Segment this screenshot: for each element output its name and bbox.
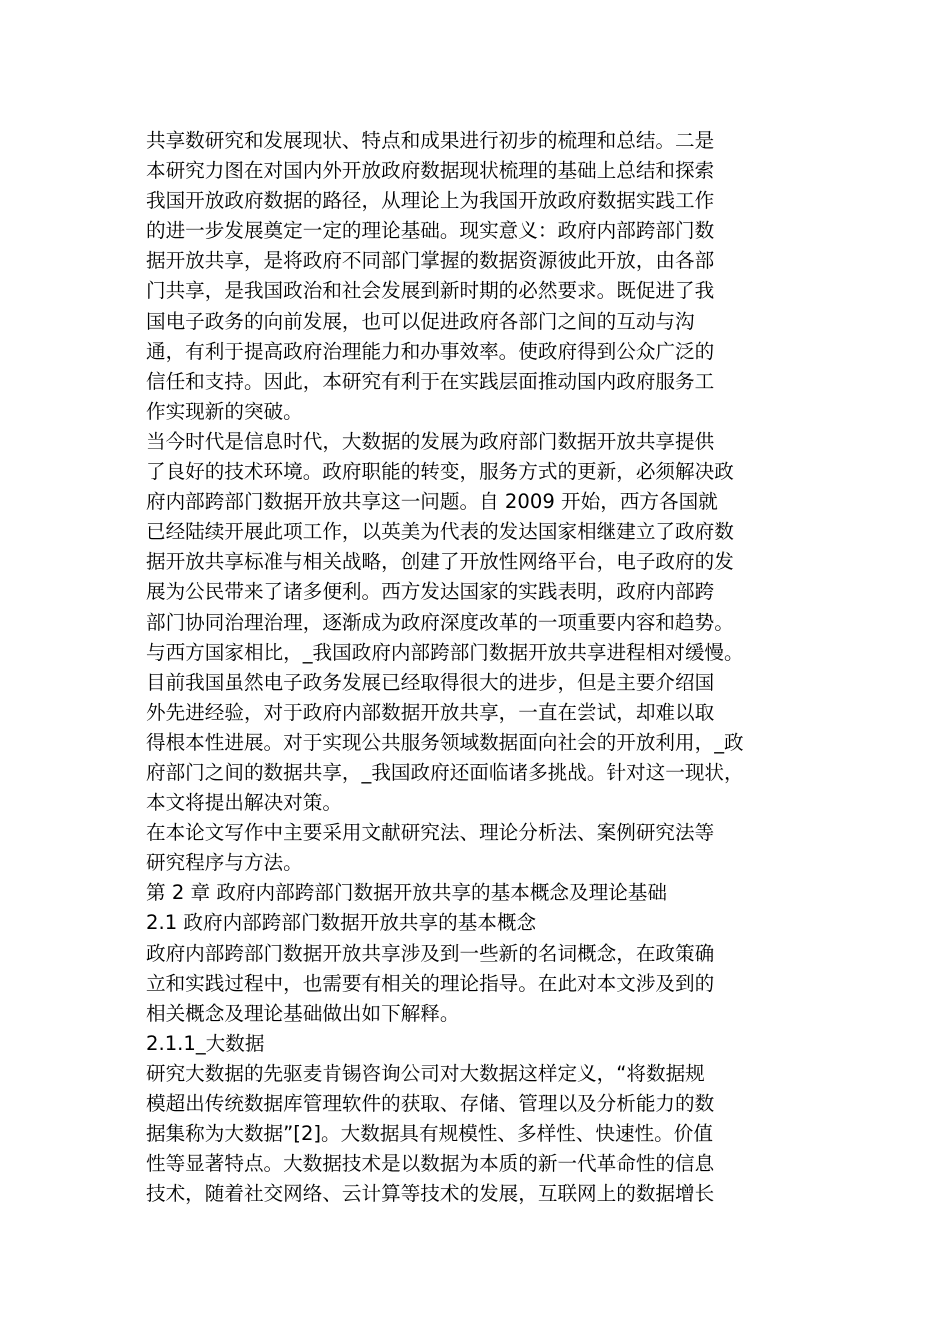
text-line: 当今时代是信息时代，大数据的发展为政府部门数据开放共享提供 [146, 429, 715, 453]
text-line: 与西方国家相比，_我国政府内部跨部门数据开放共享进程相对缓慢。 [146, 640, 744, 664]
text-line: 据开放共享，是将政府不同部门掌握的数据资源彼此开放，由各部 [146, 249, 715, 273]
text-line: 府内部跨部门数据开放共享这一问题。自 2009 开始，西方各国就 [146, 490, 718, 514]
text-line: 门共享，是我国政治和社会发展到新时期的必然要求。既促进了我 [146, 279, 715, 303]
text-line: 外先进经验，对于政府内部数据开放共享，一直在尝试，却难以取 [146, 700, 715, 724]
text-line: 2.1.1_大数据 [146, 1031, 265, 1055]
text-line: 国电子政务的向前发展，也可以促进政府各部门之间的互动与沟 [146, 309, 695, 333]
text-line: 通，有利于提高政府治理能力和办事效率。使政府得到公众广泛的 [146, 339, 715, 363]
text-line: 府部门之间的数据共享，_我国政府还面临诸多挑战。针对这一现状， [146, 760, 744, 784]
text-line: 本文将提出解决对策。 [146, 791, 342, 815]
text-line: 据开放共享标准与相关战略，创建了开放性网络平台，电子政府的发 [146, 550, 734, 574]
text-line: 信任和支持。因此，本研究有利于在实践层面推动国内政府服务工 [146, 369, 715, 393]
text-line: 了良好的技术环境。政府职能的转变，服务方式的更新，必须解决政 [146, 460, 734, 484]
text-line: 已经陆续开展此项工作，以英美为代表的发达国家相继建立了政府数 [146, 520, 734, 544]
text-line: 作实现新的突破。 [146, 399, 303, 423]
document-page [146, 126, 806, 1209]
text-line: 模超出传统数据库管理软件的获取、存储、管理以及分析能力的数 [146, 1092, 715, 1115]
text-line: 技术，随着社交网络、云计算等技术的发展，互联网上的数据增长 [146, 1182, 715, 1206]
text-line: 据集称为大数据”[2]。大数据具有规模性、多样性、快速性。价值 [146, 1122, 713, 1146]
text-line: 展为公民带来了诸多便利。西方发达国家的实践表明，政府内部跨 [146, 580, 715, 604]
text-line: 我国开放政府数据的路径，从理论上为我国开放政府数据实践工作 [146, 189, 715, 213]
text-line: 研究大数据的先驱麦肯锡咨询公司对大数据这样定义，“将数据规 [146, 1061, 705, 1085]
text-line: 目前我国虽然电子政务发展已经取得很大的进步，但是主要介绍国 [146, 670, 715, 694]
text-line: 立和实践过程中，也需要有相关的理论指导。在此对本文涉及到的 [146, 971, 715, 995]
text-line: 本研究力图在对国内外开放政府数据现状梳理的基础上总结和探索 [146, 159, 715, 183]
text-line: 的进一步发展奠定一定的理论基础。现实意义：政府内部跨部门数 [146, 219, 715, 243]
text-line: 共享数研究和发展现状、特点和成果进行初步的梳理和总结。二是 [146, 129, 715, 152]
text-line: 相关概念及理论基础做出如下解释。 [146, 1001, 460, 1025]
text-line: 第 2 章 政府内部跨部门数据开放共享的基本概念及理论基础 [146, 881, 667, 905]
text-line: 政府内部跨部门数据开放共享涉及到一些新的名词概念，在政策确 [146, 941, 715, 965]
text-line: 部门协同治理治理，逐渐成为政府深度改革的一项重要内容和趋势。 [146, 610, 734, 634]
text-line: 得根本性进展。对于实现公共服务领域数据面向社会的开放利用，_政 [146, 730, 744, 754]
text-line: 性等显著特点。大数据技术是以数据为本质的新一代革命性的信息 [146, 1152, 715, 1176]
text-line: 研究程序与方法。 [146, 851, 303, 875]
text-line: 2.1 政府内部跨部门数据开放共享的基本概念 [146, 911, 537, 935]
text-line: 在本论文写作中主要采用文献研究法、理论分析法、案例研究法等 [146, 821, 715, 845]
